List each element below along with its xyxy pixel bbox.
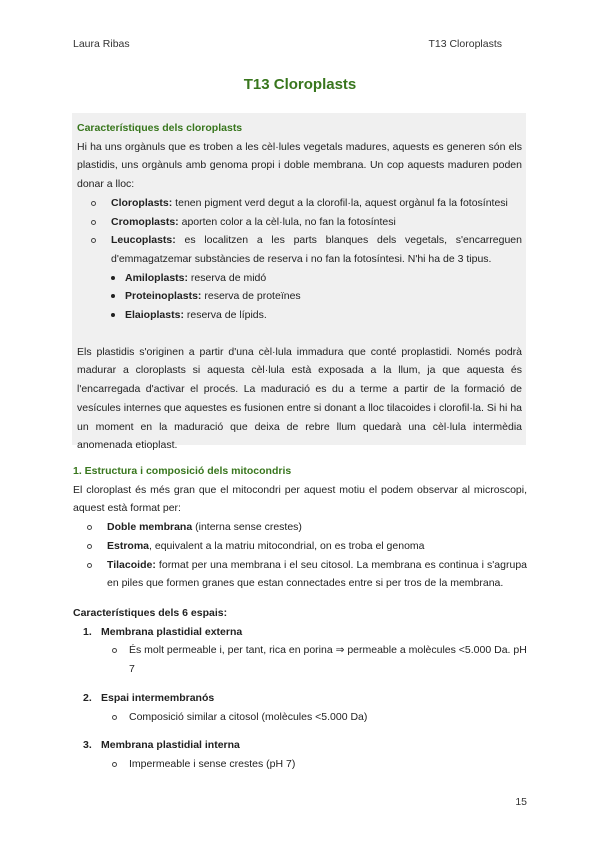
section-structure [73,462,527,593]
section-spaces [73,604,527,774]
box-intro: Hi ha uns orgànuls que es troben a les cèl·lules vegetals madures, aquests es generen són els plastidis, uns orgànuls amb genoma propi i doble membrana. Un cop aquests maduren poden donar a lloc: [77,140,522,191]
page-title: T13 Cloroplasts [243,76,357,93]
list-item: Amiloplasts: reserva de midó [77,269,522,288]
section-intro: El cloroplast és més gran que el mitocondri per aquest motiu el podem observar al microscopi, aquest està format per: [73,483,527,515]
list-item: Cromoplasts: aporten color a la cèl·lula, no fan la fotosíntesi [77,213,522,232]
list-item: Leucoplasts: es localitzen a les parts blanques dels vegetals, s'encarreguen d'emmagatzemar substàncies de reserva i no fan la fotosíntesi. N'hi ha de 3 tipus. [77,231,522,268]
structure-list [73,518,527,593]
header-author: Laura Ribas [73,38,130,50]
space-points [73,708,527,727]
header-topic: T13 Cloroplasts [428,38,502,50]
list-item: Cloroplasts: tenen pigment verd degut a la clorofil·la, aquest orgànul fa la fotosíntesi [77,194,522,213]
space-item: 2. Espai intermembranós [83,691,215,704]
list-item: Tilacoide: format per una membrana i el seu citosol. La membrana es continua i s'agrupa en piles que formen granes que estan connectades entre si per tros de la membrana. [73,556,527,593]
characteristics-box [72,113,526,452]
spaces-heading: Característiques dels 6 espais: [73,607,228,619]
list-item: És molt permeable i, per tant, rica en porina ⇒ permeable a molècules <5.000 Da. pH 7 [73,641,527,678]
space-item: 3. Membrana plastidial interna [83,739,240,752]
space-points [73,755,527,774]
box-paragraph-origin: Els plastidis s'originen a partir d'una cèl·lula immadura que conté proplastidi. Només podrà madurar a cloroplasts si aquesta cèl·lula està exposada a la llum, ja que aquesta és l'encarregada d'activar el procés. La maduració es du a terme a partir de la formació de vesícules internes que aquestes es fusionen entre si donant a lloc tilacoides i clorofil·la. Si hi ha un moment en la maduració que deixa de rebre llum quedarà una cèl·lula intermèdia anomenada etioplast. [77,345,522,452]
list-item: Proteinoplasts: reserva de proteïnes [77,287,522,306]
box-heading: Característiques dels cloroplasts [77,122,243,134]
leucoplast-subtypes-list [77,269,522,325]
plastid-types-list [77,194,522,269]
space-points [73,641,527,678]
list-item: Composició similar a citosol (molècules <5.000 Da) [73,708,527,727]
list-item: Estroma, equivalent a la matriu mitocondrial, on es troba el genoma [73,537,527,556]
page-number: 15 [515,796,527,808]
list-item: Doble membrana (interna sense crestes) [73,518,527,537]
section-heading: 1. Estructura i composició dels mitocondris [73,465,292,477]
list-item: Impermeable i sense crestes (pH 7) [73,755,527,774]
list-item: Elaioplasts: reserva de lípids. [77,306,522,325]
space-item: 1. Membrana plastidial externa [83,625,243,638]
